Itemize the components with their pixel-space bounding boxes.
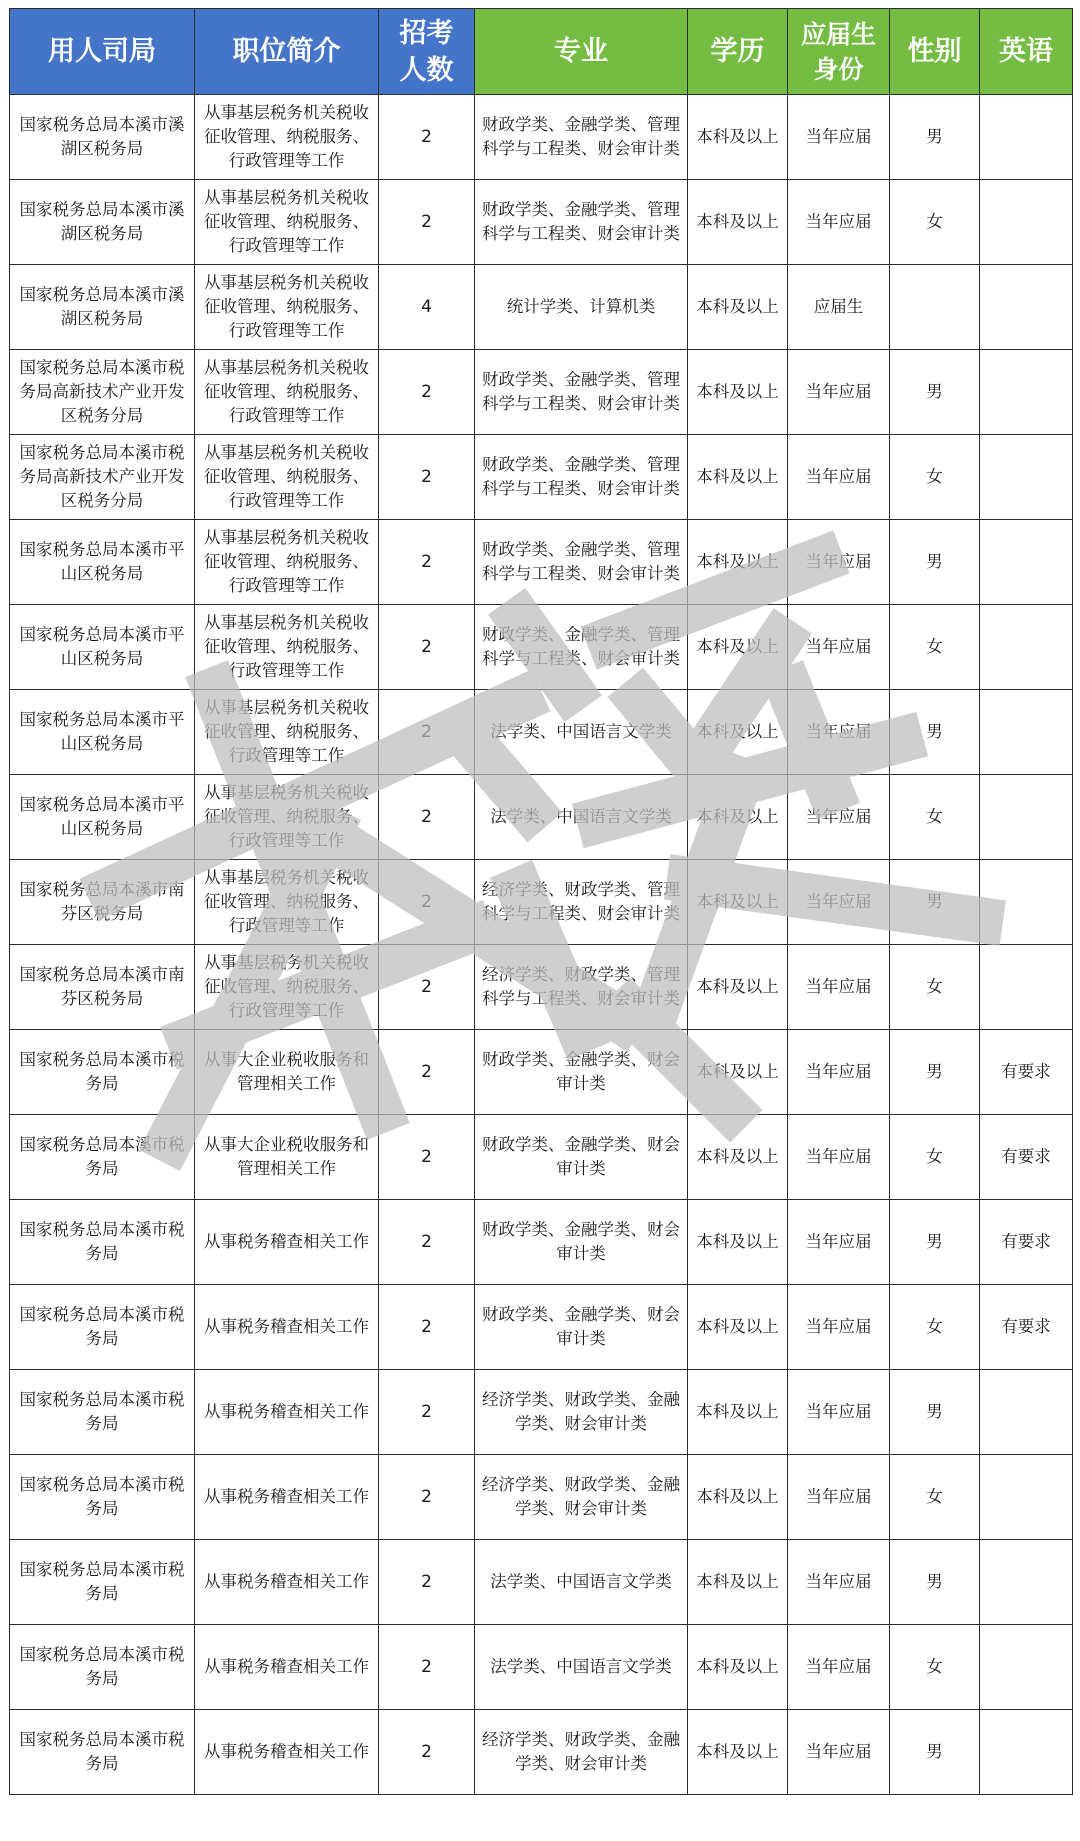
english-cell: 有要求	[980, 1200, 1073, 1285]
count-cell: 2	[379, 180, 475, 265]
count-cell: 2	[379, 775, 475, 860]
gender-cell: 女	[890, 945, 980, 1030]
intro-cell: 从事基层税务机关税收征收管理、纳税服务、行政管理等工作	[195, 605, 379, 690]
gender-cell: 女	[890, 435, 980, 520]
gender-cell: 男	[890, 1710, 980, 1795]
table-row	[10, 265, 1073, 350]
table-row	[10, 180, 1073, 265]
header-dept: 用人司局	[10, 9, 195, 95]
fresh-cell: 当年应届	[788, 350, 890, 435]
edu-cell: 本科及以上	[688, 945, 788, 1030]
edu-cell: 本科及以上	[688, 435, 788, 520]
major-cell: 财政学类、金融学类、管理科学与工程类、财会审计类	[475, 520, 688, 605]
fresh-cell: 当年应届	[788, 605, 890, 690]
edu-cell: 本科及以上	[688, 605, 788, 690]
fresh-cell: 当年应届	[788, 1285, 890, 1370]
intro-cell: 从事基层税务机关税收征收管理、纳税服务、行政管理等工作	[195, 860, 379, 945]
edu-cell: 本科及以上	[688, 520, 788, 605]
count-cell: 2	[379, 1625, 475, 1710]
dept-cell: 国家税务总局本溪市南芬区税务局	[10, 860, 195, 945]
table-row	[10, 1455, 1073, 1540]
header-gender: 性别	[890, 9, 980, 95]
intro-cell: 从事基层税务机关税收征收管理、纳税服务、行政管理等工作	[195, 690, 379, 775]
english-cell	[980, 1455, 1073, 1540]
table-header-row	[10, 9, 1073, 95]
count-cell: 2	[379, 945, 475, 1030]
intro-cell: 从事大企业税收服务和管理相关工作	[195, 1030, 379, 1115]
edu-cell: 本科及以上	[688, 265, 788, 350]
fresh-cell: 当年应届	[788, 775, 890, 860]
count-cell: 2	[379, 1455, 475, 1540]
gender-cell: 男	[890, 1540, 980, 1625]
count-cell: 2	[379, 350, 475, 435]
count-cell: 2	[379, 690, 475, 775]
intro-cell: 从事基层税务机关税收征收管理、纳税服务、行政管理等工作	[195, 775, 379, 860]
gender-cell: 女	[890, 1455, 980, 1540]
fresh-cell: 当年应届	[788, 180, 890, 265]
gender-cell: 女	[890, 1115, 980, 1200]
major-cell: 法学类、中国语言文学类	[475, 1625, 688, 1710]
intro-cell: 从事税务稽查相关工作	[195, 1455, 379, 1540]
fresh-cell: 当年应届	[788, 1540, 890, 1625]
recruitment-table	[9, 8, 1073, 1795]
dept-cell: 国家税务总局本溪市税务局	[10, 1625, 195, 1710]
count-cell: 2	[379, 860, 475, 945]
english-cell	[980, 520, 1073, 605]
table-row	[10, 350, 1073, 435]
edu-cell: 本科及以上	[688, 1455, 788, 1540]
english-cell	[980, 265, 1073, 350]
major-cell: 经济学类、财政学类、管理科学与工程类、财会审计类	[475, 860, 688, 945]
header-intro: 职位简介	[195, 9, 379, 95]
intro-cell: 从事基层税务机关税收征收管理、纳税服务、行政管理等工作	[195, 180, 379, 265]
dept-cell: 国家税务总局本溪市溪湖区税务局	[10, 180, 195, 265]
fresh-cell: 当年应届	[788, 435, 890, 520]
intro-cell: 从事税务稽查相关工作	[195, 1540, 379, 1625]
header-fresh: 应届生身份	[788, 9, 890, 95]
intro-cell: 从事税务稽查相关工作	[195, 1370, 379, 1455]
gender-cell: 女	[890, 605, 980, 690]
gender-cell: 男	[890, 95, 980, 180]
english-cell	[980, 775, 1073, 860]
dept-cell: 国家税务总局本溪市南芬区税务局	[10, 945, 195, 1030]
count-cell: 2	[379, 1115, 475, 1200]
count-cell: 2	[379, 1540, 475, 1625]
intro-cell: 从事基层税务机关税收征收管理、纳税服务、行政管理等工作	[195, 520, 379, 605]
edu-cell: 本科及以上	[688, 1285, 788, 1370]
table-row	[10, 1030, 1073, 1115]
fresh-cell: 当年应届	[788, 1200, 890, 1285]
major-cell: 财政学类、金融学类、管理科学与工程类、财会审计类	[475, 605, 688, 690]
major-cell: 财政学类、金融学类、管理科学与工程类、财会审计类	[475, 180, 688, 265]
table-row	[10, 945, 1073, 1030]
intro-cell: 从事基层税务机关税收征收管理、纳税服务、行政管理等工作	[195, 945, 379, 1030]
fresh-cell: 当年应届	[788, 1370, 890, 1455]
english-cell	[980, 1625, 1073, 1710]
table-row	[10, 1625, 1073, 1710]
table-row	[10, 1285, 1073, 1370]
major-cell: 经济学类、财政学类、金融学类、财会审计类	[475, 1455, 688, 1540]
major-cell: 财政学类、金融学类、财会审计类	[475, 1030, 688, 1115]
english-cell: 有要求	[980, 1030, 1073, 1115]
fresh-cell: 应届生	[788, 265, 890, 350]
table-row	[10, 860, 1073, 945]
edu-cell: 本科及以上	[688, 180, 788, 265]
english-cell	[980, 435, 1073, 520]
english-cell	[980, 95, 1073, 180]
major-cell: 财政学类、金融学类、财会审计类	[475, 1285, 688, 1370]
fresh-cell: 当年应届	[788, 1030, 890, 1115]
major-cell: 法学类、中国语言文学类	[475, 1540, 688, 1625]
gender-cell: 男	[890, 1370, 980, 1455]
table-body	[10, 95, 1073, 1795]
dept-cell: 国家税务总局本溪市平山区税务局	[10, 775, 195, 860]
dept-cell: 国家税务总局本溪市溪湖区税务局	[10, 95, 195, 180]
fresh-cell: 当年应届	[788, 1710, 890, 1795]
fresh-cell: 当年应届	[788, 860, 890, 945]
intro-cell: 从事基层税务机关税收征收管理、纳税服务、行政管理等工作	[195, 435, 379, 520]
english-cell	[980, 860, 1073, 945]
count-cell: 2	[379, 605, 475, 690]
english-cell	[980, 605, 1073, 690]
dept-cell: 国家税务总局本溪市平山区税务局	[10, 520, 195, 605]
edu-cell: 本科及以上	[688, 775, 788, 860]
major-cell: 经济学类、财政学类、金融学类、财会审计类	[475, 1370, 688, 1455]
intro-cell: 从事税务稽查相关工作	[195, 1625, 379, 1710]
gender-cell: 男	[890, 1200, 980, 1285]
fresh-cell: 当年应届	[788, 95, 890, 180]
intro-cell: 从事基层税务机关税收征收管理、纳税服务、行政管理等工作	[195, 350, 379, 435]
major-cell: 经济学类、财政学类、金融学类、财会审计类	[475, 1710, 688, 1795]
fresh-cell: 当年应届	[788, 1115, 890, 1200]
table-row	[10, 520, 1073, 605]
dept-cell: 国家税务总局本溪市税务局	[10, 1370, 195, 1455]
major-cell: 财政学类、金融学类、财会审计类	[475, 1115, 688, 1200]
fresh-cell: 当年应届	[788, 1455, 890, 1540]
count-cell: 2	[379, 95, 475, 180]
table-row	[10, 775, 1073, 860]
header-major: 专业	[475, 9, 688, 95]
english-cell	[980, 180, 1073, 265]
intro-cell: 从事基层税务机关税收征收管理、纳税服务、行政管理等工作	[195, 95, 379, 180]
major-cell: 法学类、中国语言文学类	[475, 690, 688, 775]
dept-cell: 国家税务总局本溪市税务局	[10, 1030, 195, 1115]
major-cell: 经济学类、财政学类、管理科学与工程类、财会审计类	[475, 945, 688, 1030]
gender-cell: 男	[890, 1030, 980, 1115]
table-row	[10, 1710, 1073, 1795]
fresh-cell: 当年应届	[788, 690, 890, 775]
english-cell	[980, 1370, 1073, 1455]
dept-cell: 国家税务总局本溪市税务局	[10, 1710, 195, 1795]
gender-cell: 男	[890, 860, 980, 945]
table-row	[10, 605, 1073, 690]
english-cell	[980, 1540, 1073, 1625]
intro-cell: 从事基层税务机关税收征收管理、纳税服务、行政管理等工作	[195, 265, 379, 350]
intro-cell: 从事大企业税收服务和管理相关工作	[195, 1115, 379, 1200]
header-edu: 学历	[688, 9, 788, 95]
table-row	[10, 1370, 1073, 1455]
header-english: 英语	[980, 9, 1073, 95]
gender-cell: 男	[890, 520, 980, 605]
table-row	[10, 1540, 1073, 1625]
table-row	[10, 1200, 1073, 1285]
table-row	[10, 95, 1073, 180]
gender-cell: 女	[890, 1285, 980, 1370]
gender-cell: 女	[890, 775, 980, 860]
dept-cell: 国家税务总局本溪市溪湖区税务局	[10, 265, 195, 350]
gender-cell: 男	[890, 690, 980, 775]
count-cell: 2	[379, 1710, 475, 1795]
fresh-cell: 当年应届	[788, 520, 890, 605]
english-cell: 有要求	[980, 1285, 1073, 1370]
edu-cell: 本科及以上	[688, 1200, 788, 1285]
dept-cell: 国家税务总局本溪市平山区税务局	[10, 605, 195, 690]
dept-cell: 国家税务总局本溪市税务局高新技术产业开发区税务分局	[10, 350, 195, 435]
dept-cell: 国家税务总局本溪市税务局	[10, 1455, 195, 1540]
count-cell: 2	[379, 435, 475, 520]
major-cell: 财政学类、金融学类、管理科学与工程类、财会审计类	[475, 435, 688, 520]
gender-cell: 男	[890, 350, 980, 435]
edu-cell: 本科及以上	[688, 1540, 788, 1625]
intro-cell: 从事税务稽查相关工作	[195, 1200, 379, 1285]
edu-cell: 本科及以上	[688, 350, 788, 435]
gender-cell: 女	[890, 180, 980, 265]
gender-cell	[890, 265, 980, 350]
edu-cell: 本科及以上	[688, 1370, 788, 1455]
count-cell: 2	[379, 1030, 475, 1115]
edu-cell: 本科及以上	[688, 690, 788, 775]
count-cell: 2	[379, 520, 475, 605]
count-cell: 2	[379, 1285, 475, 1370]
header-count: 招考人数	[379, 9, 475, 95]
english-cell: 有要求	[980, 1115, 1073, 1200]
dept-cell: 国家税务总局本溪市平山区税务局	[10, 690, 195, 775]
dept-cell: 国家税务总局本溪市税务局	[10, 1200, 195, 1285]
edu-cell: 本科及以上	[688, 1710, 788, 1795]
intro-cell: 从事税务稽查相关工作	[195, 1710, 379, 1795]
english-cell	[980, 945, 1073, 1030]
intro-cell: 从事税务稽查相关工作	[195, 1285, 379, 1370]
major-cell: 法学类、中国语言文学类	[475, 775, 688, 860]
count-cell: 2	[379, 1200, 475, 1285]
edu-cell: 本科及以上	[688, 860, 788, 945]
table-row	[10, 435, 1073, 520]
gender-cell: 女	[890, 1625, 980, 1710]
edu-cell: 本科及以上	[688, 1030, 788, 1115]
fresh-cell: 当年应届	[788, 945, 890, 1030]
edu-cell: 本科及以上	[688, 1115, 788, 1200]
edu-cell: 本科及以上	[688, 95, 788, 180]
dept-cell: 国家税务总局本溪市税务局	[10, 1285, 195, 1370]
english-cell	[980, 350, 1073, 435]
dept-cell: 国家税务总局本溪市税务局高新技术产业开发区税务分局	[10, 435, 195, 520]
major-cell: 财政学类、金融学类、管理科学与工程类、财会审计类	[475, 95, 688, 180]
english-cell	[980, 1710, 1073, 1795]
dept-cell: 国家税务总局本溪市税务局	[10, 1115, 195, 1200]
table-row	[10, 690, 1073, 775]
major-cell: 财政学类、金融学类、财会审计类	[475, 1200, 688, 1285]
edu-cell: 本科及以上	[688, 1625, 788, 1710]
count-cell: 2	[379, 1370, 475, 1455]
major-cell: 统计学类、计算机类	[475, 265, 688, 350]
table-row	[10, 1115, 1073, 1200]
count-cell: 4	[379, 265, 475, 350]
english-cell	[980, 690, 1073, 775]
dept-cell: 国家税务总局本溪市税务局	[10, 1540, 195, 1625]
fresh-cell: 当年应届	[788, 1625, 890, 1710]
major-cell: 财政学类、金融学类、管理科学与工程类、财会审计类	[475, 350, 688, 435]
